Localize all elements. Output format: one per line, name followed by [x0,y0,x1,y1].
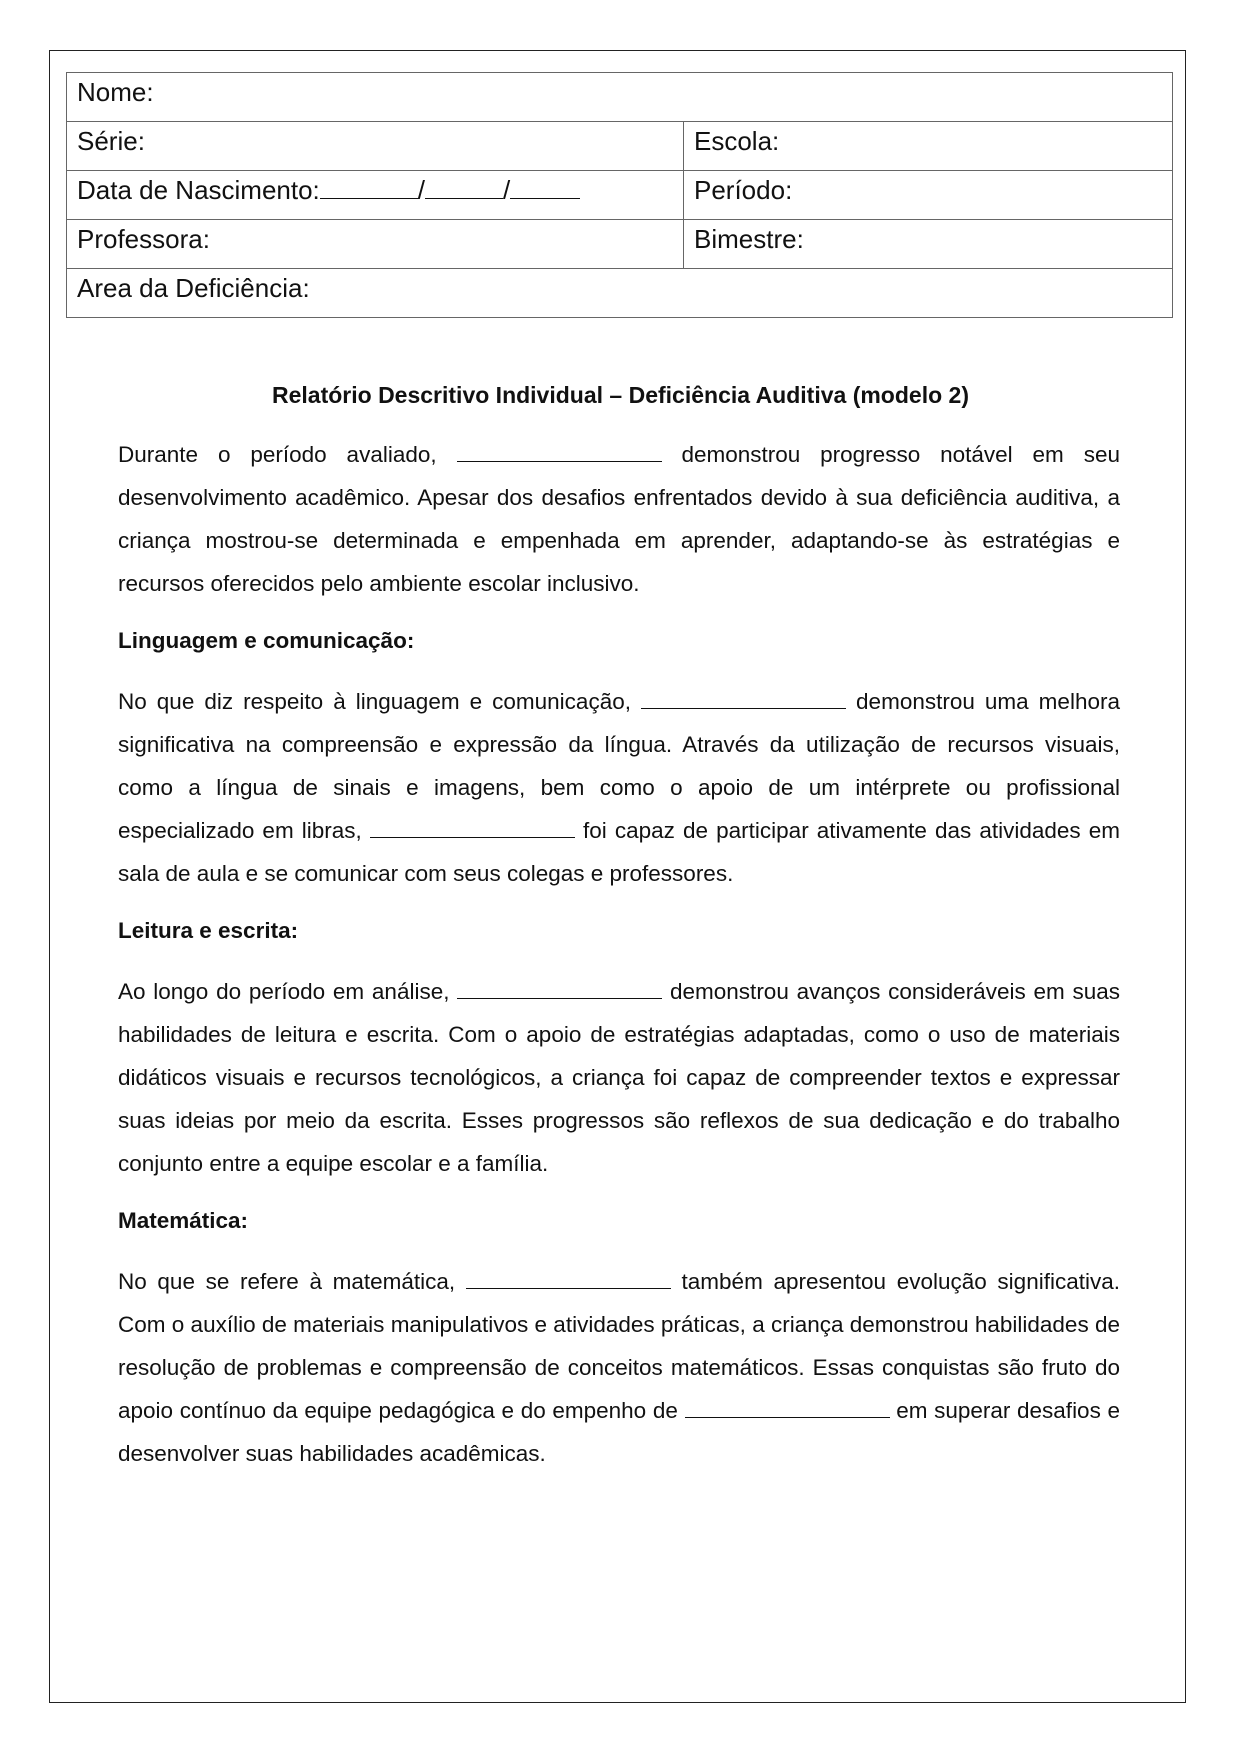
text: em superar desafios e desenvolver suas habilidades acadêmicas. [118,1398,1120,1466]
student-info-table [66,72,1173,318]
label-escola: Escola: [694,126,780,156]
label-bimestre: Bimestre: [694,224,804,254]
leitura-paragraph [118,970,1120,1185]
text: demonstrou uma melhora significativa na compreensão e expressão da língua. Através da utilização de recursos visuais, como a língua de sinais e imagens, bem como o apoio de um intérprete ou profissional especializado em libras, [118,689,1120,843]
label-nome: Nome: [77,77,154,107]
label-serie: Série: [77,126,145,156]
blank-year[interactable] [510,176,580,199]
date-separator: / [417,175,426,205]
field-professora[interactable] [67,220,684,269]
intro-paragraph [118,433,1120,605]
section-matematica [118,1208,1120,1234]
label-periodo: Período: [694,175,793,205]
linguagem-paragraph [118,680,1120,895]
section-matematica-body [118,1260,1120,1475]
name-blank[interactable] [370,819,575,838]
date-separator: / [503,175,511,205]
name-blank[interactable] [641,690,846,709]
name-blank[interactable] [457,443,662,462]
document-title: Relatório Descritivo Individual – Deficiência Auditiva (modelo 2) [272,382,969,408]
label-data-nascimento: Data de Nascimento: [77,175,320,205]
section-leitura [118,918,1120,944]
label-professora: Professora: [77,224,210,254]
matematica-paragraph [118,1260,1120,1475]
text: Durante o período avaliado, [118,442,437,467]
section-leitura-body [118,970,1120,1185]
section-heading: Leitura e escrita: [118,918,299,943]
section-heading: Matemática: [118,1208,249,1233]
section-linguagem [118,628,1120,654]
name-blank[interactable] [685,1399,890,1418]
text: No que diz respeito à linguagem e comunicação, [118,689,631,714]
text: demonstrou avanços consideráveis em suas habilidades de leitura e escrita. Com o apoio de estratégias adaptadas, como o uso de materiais didáticos visuais e recursos tecnológicos, a criança foi capaz de compreender textos e expressar suas ideias por meio da escrita. Esses progressos são reflexos de sua dedicação e do trabalho conjunto entre a equipe escolar e a família. [118,979,1120,1176]
blank-month[interactable] [425,176,503,199]
text: No que se refere à matemática, [118,1269,456,1294]
text: demonstrou progresso notável em seu desenvolvimento acadêmico. Apesar dos desafios enfrentados devido à sua deficiência auditiva, a criança mostrou-se determinada e empenhada em aprender, adaptando-se às estratégias e recursos oferecidos pelo ambiente escolar inclusivo. [118,442,1120,596]
text: foi capaz de participar ativamente das atividades em sala de aula e se comunicar com seus colegas e professores. [118,818,1120,886]
field-escola[interactable] [684,122,1173,171]
name-blank[interactable] [457,980,662,999]
field-bimestre[interactable] [684,220,1173,269]
field-nome[interactable] [67,73,1173,122]
text: Ao longo do período em análise, [118,979,450,1004]
blank-day[interactable] [320,176,418,199]
label-area-deficiencia: Area da Deficiência: [77,273,310,303]
field-area-deficiencia[interactable] [67,269,1173,318]
name-blank[interactable] [466,1270,671,1289]
intro-section [118,433,1120,605]
section-linguagem-body [118,680,1120,895]
field-serie[interactable] [67,122,684,171]
section-heading: Linguagem e comunicação: [118,628,415,653]
field-data-nascimento[interactable] [67,171,684,220]
text: também apresentou evolução significativa. Com o auxílio de materiais manipulativos e atividades práticas, a criança demonstrou habilidades de resolução de problemas e compreensão de conceitos matemáticos. Essas conquistas são fruto do apoio contínuo da equipe pedagógica e do empenho de [118,1269,1120,1423]
field-periodo[interactable] [684,171,1173,220]
